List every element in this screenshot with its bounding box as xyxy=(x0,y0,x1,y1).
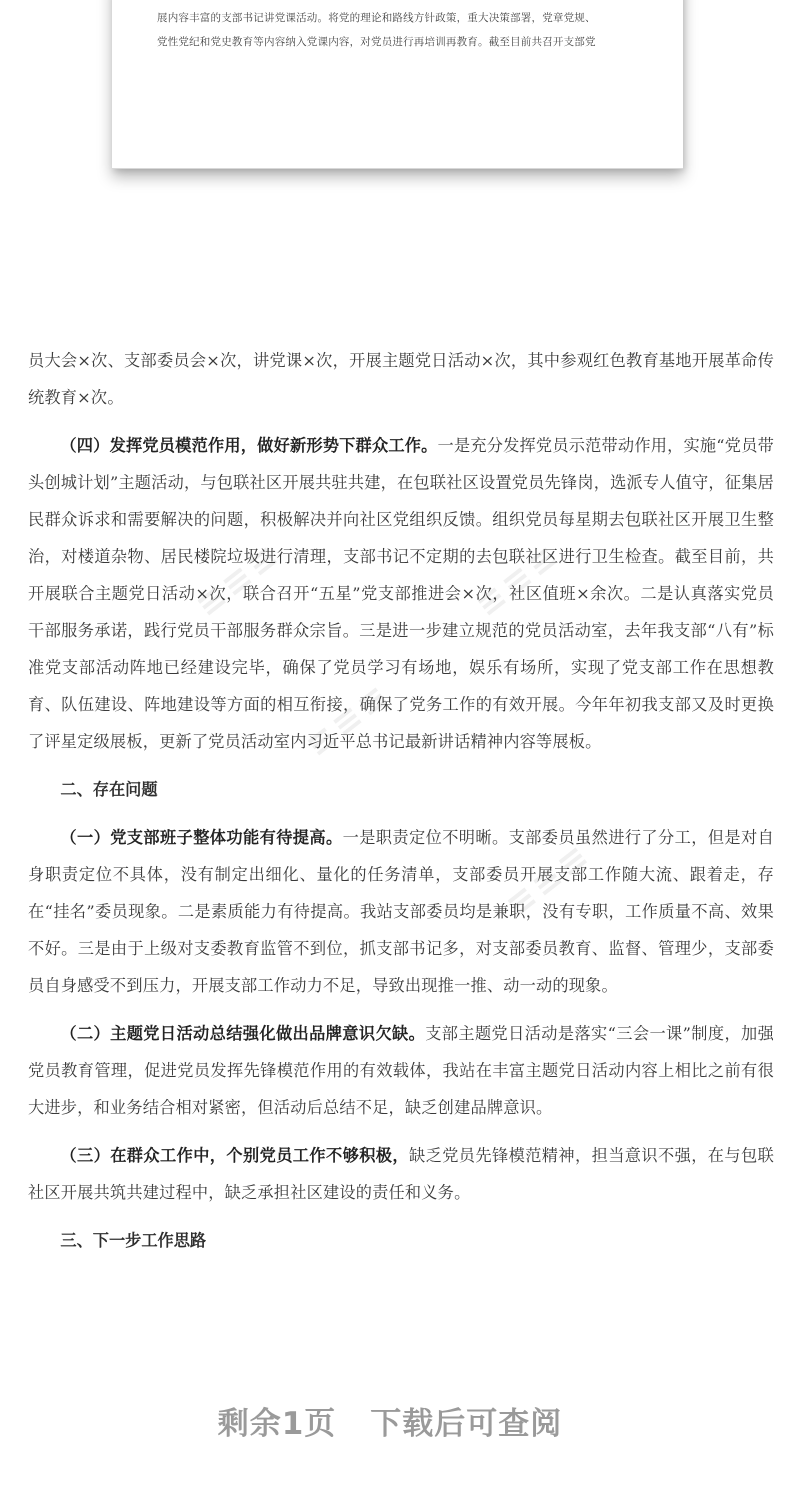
previous-page-line: 党性党纪和党史教育等内容纳入党课内容，对党员进行再培训再教育。截至目前共召开支部党 xyxy=(157,36,596,48)
previous-page-preview xyxy=(112,0,683,169)
paragraph-problem-3 xyxy=(28,1137,774,1211)
paragraph-section-4 xyxy=(28,427,774,760)
heading-existing-problems: 二、存在问题 xyxy=(60,780,158,799)
remaining-pages-label: 剩余1页 xyxy=(217,1406,337,1442)
watermark: ≡≡≡ xyxy=(468,534,570,626)
paragraph-problem-1 xyxy=(28,819,774,1004)
problem-3-title: （三）在群众工作中，个别党员工作不够积极， xyxy=(60,1146,409,1165)
problem-3-body: 缺乏党员先锋模范精神，担当意识不强，在与包联社区开展共筑共建过程中，缺乏承担社区建设的责任和义务。 xyxy=(28,1146,774,1202)
heading-next-steps: 三、下一步工作思路 xyxy=(60,1231,207,1250)
document-body xyxy=(28,342,774,1259)
download-hint[interactable] xyxy=(0,1398,780,1443)
paragraph-problem-2 xyxy=(28,1015,774,1126)
watermark: ≡≡≡ xyxy=(498,834,600,926)
watermark: ≡≡≡ xyxy=(188,534,290,626)
paragraph-continuation: 员大会×次、支部委员会×次，讲党课×次，开展主题党日活动×次，其中参观红色教育基地开展革命传统教育×次。 xyxy=(28,351,774,407)
problem-2-title: （二）主题党日活动总结强化做出品牌意识欠缺。 xyxy=(60,1024,426,1043)
problem-2-body: 支部主题党日活动是落实“三会一课”制度，加强党员教育管理，促进党员发挥先锋模范作用的有效载体，我站在丰富主题党日活动内容上相比之前有很大进步，和业务结合相对紧密，但活动后总结不足，缺乏创建品牌意识。 xyxy=(28,1024,774,1117)
section-4-body: 一是充分发挥党员示范带动作用，实施“党员带头创城计划”主题活动，与包联社区开展共驻共建，在包联社区设置党员先锋岗，选派专人值守，征集居民群众诉求和需要解决的问题，积极解决并向社区党组织反馈。组织党员每星期去包联社区开展卫生整治，对楼道杂物、居民楼院垃圾进行清理，支部书记不定期的去包联社区进行卫生检查。截至目前，共开展联合主题党日活动×次，联合召开“五星”党支部推进会×次，社区值班×余次。二是认真落实党员干部服务承诺，践行党员干部服务群众宗旨。三是进一步建立规范的党员活动室，去年我支部“八有”标准党支部活动阵地已经建设完毕，确保了党员学习有场地，娱乐有场所，实现了党支部工作在思想教育、队伍建设、阵地建设等方面的相互衔接，确保了党务工作的有效开展。今年年初我支部又及时更换了评星定级展板，更新了党员活动室内习近平总书记最新讲话精神内容等展板。 xyxy=(28,436,774,751)
download-to-view-label[interactable]: 下载后可查阅 xyxy=(370,1406,563,1442)
previous-page-text xyxy=(157,6,647,54)
previous-page-line: 展内容丰富的支部书记讲党课活动。将党的理论和路线方针政策，重大决策部署，党章党规、 xyxy=(157,12,596,24)
problem-1-body: 一是职责定位不明晰。支部委员虽然进行了分工，但是对自身职责定位不具体，没有制定出细化、量化的任务清单，支部委员开展支部工作随大流、跟着走，存在“挂名”委员现象。二是素质能力有待提高。我站支部委员均是兼职，没有专职，工作质量不高、效果不好。三是由于上级对支委教育监管不到位，抓支部书记多，对支部委员教育、监督、管理少，支部委员自身感受不到压力，开展支部工作动力不足，导致出现推一推、动一动的现象。 xyxy=(28,828,775,995)
problem-1-title: （一）党支部班子整体功能有待提高。 xyxy=(60,828,343,847)
watermark: ≡≡≡ xyxy=(298,674,400,766)
section-4-title: （四）发挥党员模范作用，做好新形势下群众工作。 xyxy=(60,436,438,455)
